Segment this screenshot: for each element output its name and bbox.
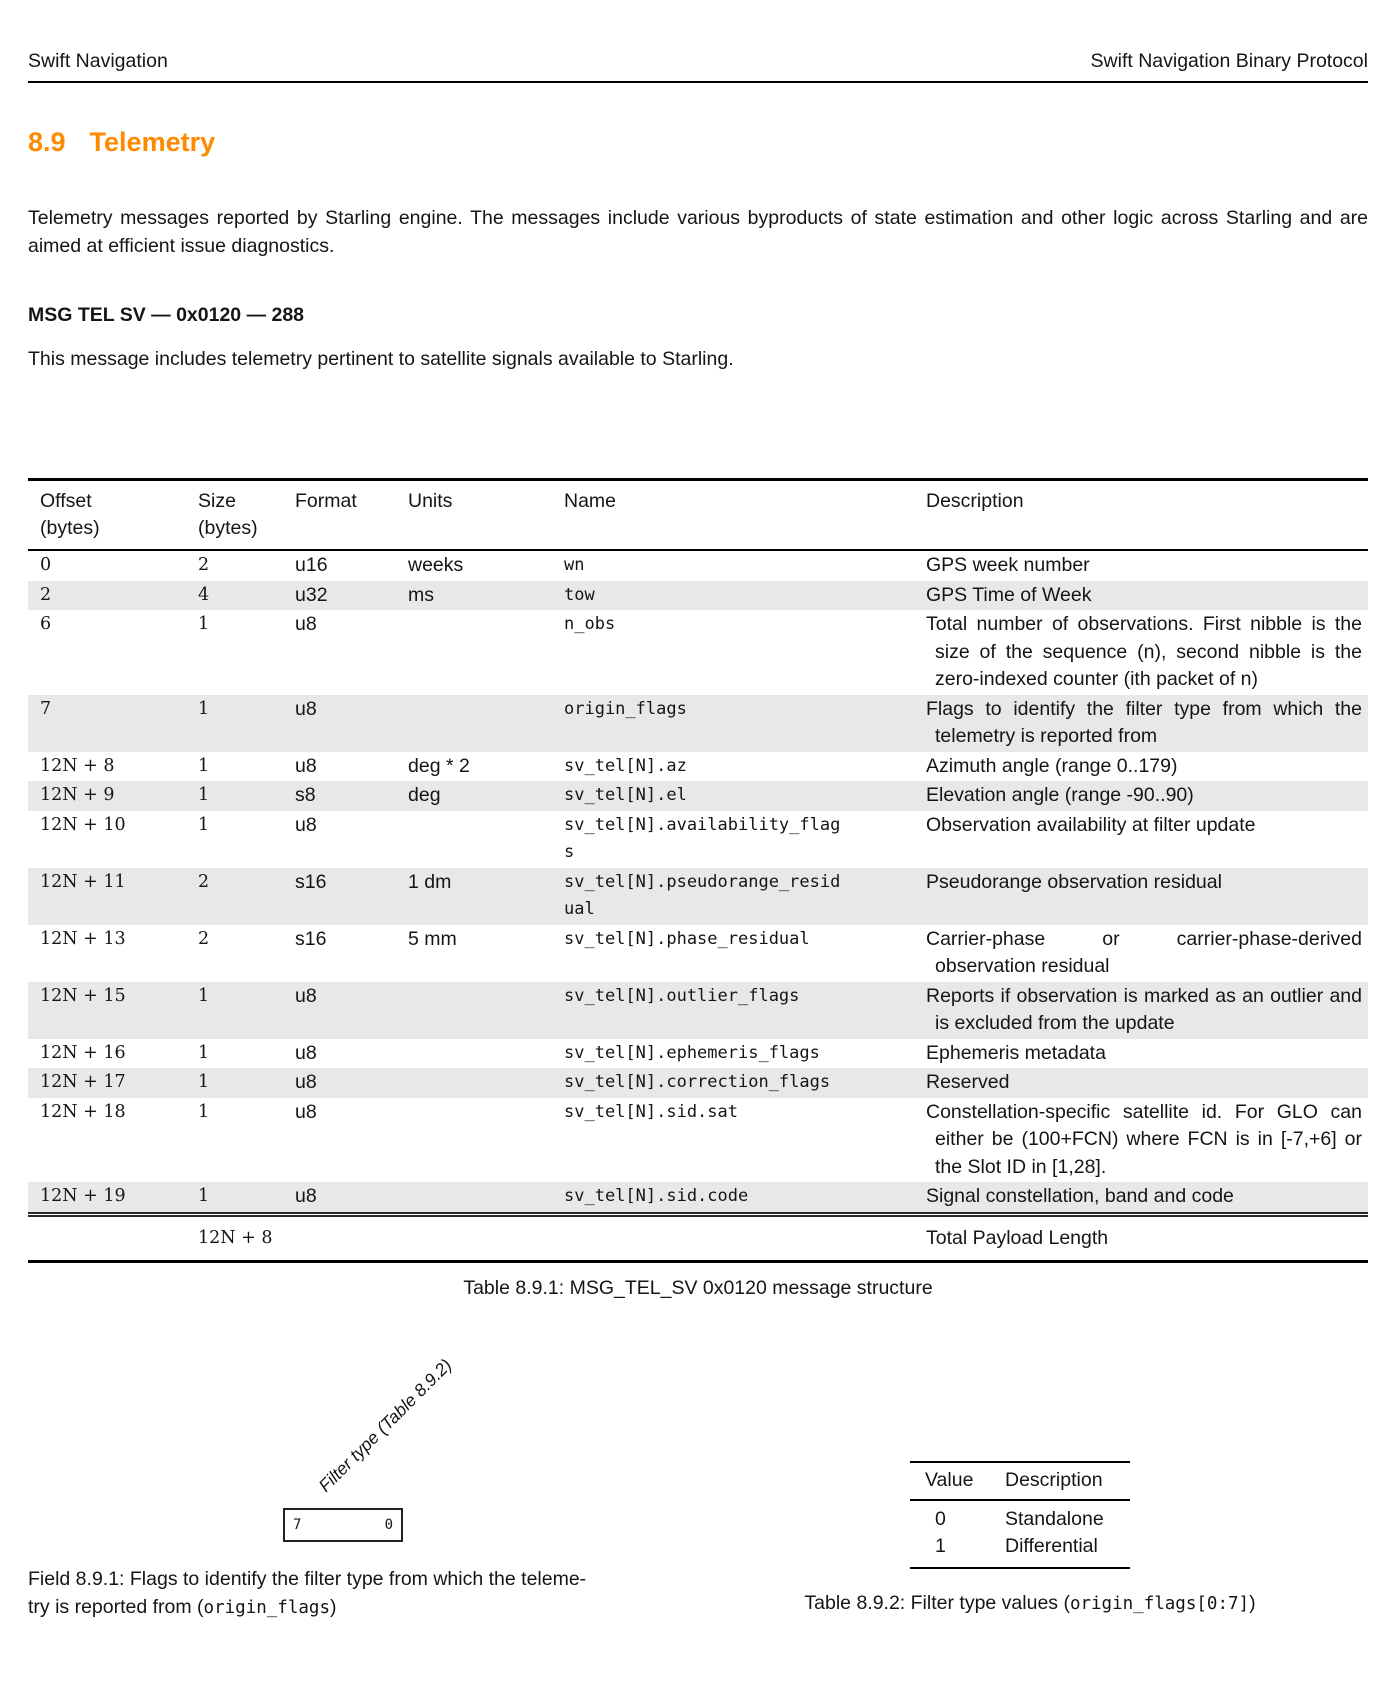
- cell-description: Observation availability at filter update: [926, 813, 1256, 836]
- message-structure-table: [28, 478, 1368, 1263]
- table2-caption: Table 8.9.2: Filter type values (origin_flags[0:7]): [804, 1592, 1256, 1614]
- cell-description: Total number of observations. First nibble is the size of the sequence (n), second nibble is the zero-indexed counter (ith packet of n): [926, 613, 1362, 690]
- bitfield-box: [283, 1508, 403, 1542]
- column-header-units: Units: [408, 490, 453, 512]
- bitfield-msb: 7: [293, 1517, 302, 1533]
- table-row: [28, 695, 1368, 752]
- cell-format: s16: [295, 870, 327, 893]
- column-header-size: Size (bytes): [198, 490, 258, 539]
- cell-size: 1: [198, 785, 210, 805]
- cell-size: 1: [198, 1042, 210, 1063]
- bitfield-lsb: 0: [384, 1517, 393, 1533]
- cell-size: 2: [198, 555, 210, 575]
- value-table-header-description: Description: [1005, 1469, 1103, 1491]
- value-table-header: [910, 1463, 1130, 1501]
- header-left-text: Swift Navigation: [28, 50, 168, 72]
- field-name-code: tow: [564, 584, 595, 605]
- cell-size: 2: [198, 871, 210, 892]
- field-name-code: sv_tel[N].correction_flags: [564, 1072, 831, 1092]
- section-title: Telemetry: [89, 127, 216, 157]
- cell-description: Signal constellation, band and code: [926, 1185, 1234, 1207]
- cell-format: u8: [295, 984, 317, 1007]
- cell-offset: 12N + 10: [40, 814, 126, 835]
- cell-format: s8: [295, 784, 316, 806]
- field-caption-line2: try is reported from (origin_flags): [28, 1596, 337, 1618]
- cell-name: [564, 926, 926, 954]
- cell-units: weeks: [408, 554, 464, 576]
- cell-offset: 12N + 16: [40, 1042, 126, 1063]
- cell-units: 1 dm: [408, 870, 452, 893]
- cell-offset: 0: [40, 555, 52, 575]
- cell-description: Constellation-specific satellite id. For GLO can either be (100+FCN) where FCN is in [-7,+6] or the Slot ID in [1,28].: [926, 1100, 1362, 1178]
- field-caption: [28, 1565, 718, 1622]
- cell-description: GPS week number: [926, 554, 1090, 576]
- cell-format: u8: [295, 697, 317, 720]
- cell-description: GPS Time of Week: [926, 583, 1092, 606]
- field-name-code: sv_tel[N].sid.sat: [564, 1101, 738, 1122]
- cell-size: 12N + 8: [198, 1227, 273, 1248]
- table-row: [28, 752, 1368, 782]
- table-footer-row: [28, 1212, 1368, 1261]
- table-body: [28, 551, 1368, 1212]
- cell-description: Pseudorange observation residual: [926, 870, 1222, 893]
- cell-offset: 12N + 11: [40, 871, 126, 892]
- table-row: [28, 982, 1368, 1039]
- cell-name: [564, 1069, 926, 1097]
- cell-name: [564, 753, 926, 781]
- table-row: [28, 1068, 1368, 1098]
- cell-name: [564, 1183, 926, 1211]
- cell-format: u16: [295, 554, 328, 576]
- message-title: MSG TEL SV — 0x0120 — 288: [28, 303, 305, 326]
- cell-size: 1: [198, 814, 210, 835]
- cell-offset: 12N + 9: [40, 785, 115, 805]
- cell-format: u32: [295, 583, 328, 606]
- cell-format: u8: [295, 613, 317, 635]
- cell-description: Reports if observation is marked as an outlier and is excluded from the update: [926, 984, 1362, 1034]
- cell-size: 1: [198, 698, 210, 719]
- cell-offset: 12N + 18: [40, 1101, 126, 1122]
- column-header-offset: Offset (bytes): [40, 490, 100, 539]
- cell-units: deg: [408, 784, 441, 806]
- section-heading: [28, 127, 215, 158]
- value-table-header-value: Value: [925, 1469, 974, 1491]
- column-header-name: Name: [564, 490, 617, 512]
- cell-offset: 6: [40, 614, 52, 634]
- cell-name: [564, 696, 926, 724]
- cell-format: u8: [295, 754, 317, 777]
- field-name-code: n_obs: [564, 614, 616, 634]
- cell-name: [564, 869, 926, 924]
- cell-format: s16: [295, 927, 327, 950]
- table-row: [28, 610, 1368, 695]
- cell-description: Carrier-phase or carrier-phase-derived observation residual: [926, 927, 1362, 977]
- origin-flags-range-code: origin_flags[0:7]: [1069, 1594, 1250, 1614]
- field-name-code: sv_tel[N].pseudorange_residual: [564, 871, 841, 919]
- cell-description: Elevation angle (range -90..90): [926, 784, 1194, 806]
- cell-name: [564, 552, 926, 580]
- cell-name: [564, 1040, 926, 1068]
- cell-format: u8: [295, 1185, 317, 1207]
- cell-units: 5 mm: [408, 927, 457, 950]
- cell-units: ms: [408, 583, 434, 606]
- value-table-body: [910, 1501, 1130, 1567]
- table-row: [28, 1039, 1368, 1069]
- field-name-code: sv_tel[N].ephemeris_flags: [564, 1042, 820, 1063]
- table-row: [28, 868, 1368, 925]
- cell-size: 1: [198, 755, 210, 776]
- cell-size: 1: [198, 1186, 210, 1206]
- filter-type-value-table: [910, 1461, 1130, 1569]
- header-rule: [28, 81, 1368, 83]
- cell-format: u8: [295, 1071, 317, 1093]
- cell-size: 2: [198, 928, 210, 949]
- cell-offset: 12N + 17: [40, 1072, 126, 1092]
- cell-format: u8: [295, 1041, 317, 1064]
- intro-paragraph: Telemetry messages reported by Starling engine. The messages include various byproducts of state estimation and other logic across Starling and are aimed at efficient issue diagnostics.: [28, 206, 1368, 257]
- cell-format: u8: [295, 1100, 317, 1123]
- header-right-text: Swift Navigation Binary Protocol: [1090, 50, 1368, 72]
- cell-format: u8: [295, 813, 317, 836]
- cell-offset: 12N + 8: [40, 755, 115, 776]
- cell-size: 1: [198, 1072, 210, 1092]
- table-row: [28, 551, 1368, 581]
- cell-size: 1: [198, 985, 210, 1006]
- cell-name: [564, 611, 926, 639]
- field-name-code: sv_tel[N].sid.code: [564, 1186, 749, 1206]
- message-description: This message includes telemetry pertinent to satellite signals available to Starling.: [28, 347, 734, 370]
- cell-offset: 12N + 13: [40, 928, 126, 949]
- cell-name: [564, 582, 926, 610]
- table-row: [28, 581, 1368, 611]
- cell-name: [564, 782, 926, 810]
- column-header-format: Format: [295, 490, 357, 512]
- field-name-code: sv_tel[N].availability_flags: [564, 814, 841, 862]
- cell-size: 1: [198, 614, 210, 634]
- cell-offset: 12N + 19: [40, 1186, 126, 1206]
- table-row: [28, 1182, 1368, 1212]
- table1-caption: Table 8.9.1: MSG_TEL_SV 0x0120 message structure: [463, 1277, 933, 1299]
- bitfield-rotated-label: Filter type (Table 8.9.2): [314, 1354, 456, 1496]
- cell-name: [564, 983, 926, 1011]
- field-name-code: sv_tel[N].phase_residual: [564, 928, 810, 949]
- table-row: [28, 811, 1368, 868]
- cell-description: Reserved: [926, 1071, 1010, 1093]
- cell-description: Flags to identify the filter type from which the telemetry is reported from: [926, 697, 1362, 747]
- field-name-code: sv_tel[N].outlier_flags: [564, 985, 800, 1006]
- table-row: [28, 1098, 1368, 1183]
- field-caption-line1: Field 8.9.1: Flags to identify the filter type from which the teleme-: [28, 1568, 587, 1590]
- cell-description: Total Payload Length: [926, 1226, 1109, 1249]
- table-header-row: [28, 481, 1368, 551]
- cell-description: Azimuth angle (range 0..179): [926, 754, 1178, 777]
- section-number: 8.9: [28, 127, 66, 157]
- cell-description: Ephemeris metadata: [926, 1041, 1106, 1064]
- field-name-code: sv_tel[N].el: [564, 785, 687, 805]
- cell-units: deg * 2: [408, 754, 470, 777]
- running-header: [28, 50, 1368, 73]
- value-table-row: 1 Differential: [935, 1535, 1098, 1557]
- cell-name: [564, 1099, 926, 1127]
- cell-offset: 7: [40, 698, 52, 719]
- cell-size: 4: [198, 584, 210, 605]
- column-header-description: Description: [926, 490, 1024, 512]
- table-row: [28, 781, 1368, 811]
- table-row: [28, 925, 1368, 982]
- field-name-code: origin_flags: [564, 698, 687, 719]
- origin-flags-code: origin_flags: [203, 1598, 330, 1618]
- cell-size: 1: [198, 1101, 210, 1122]
- value-table-row: 0 Standalone: [935, 1508, 1104, 1530]
- field-name-code: sv_tel[N].az: [564, 755, 687, 776]
- cell-offset: 2: [40, 584, 52, 605]
- cell-name: [564, 812, 926, 867]
- field-name-code: wn: [564, 555, 585, 575]
- cell-offset: 12N + 15: [40, 985, 126, 1006]
